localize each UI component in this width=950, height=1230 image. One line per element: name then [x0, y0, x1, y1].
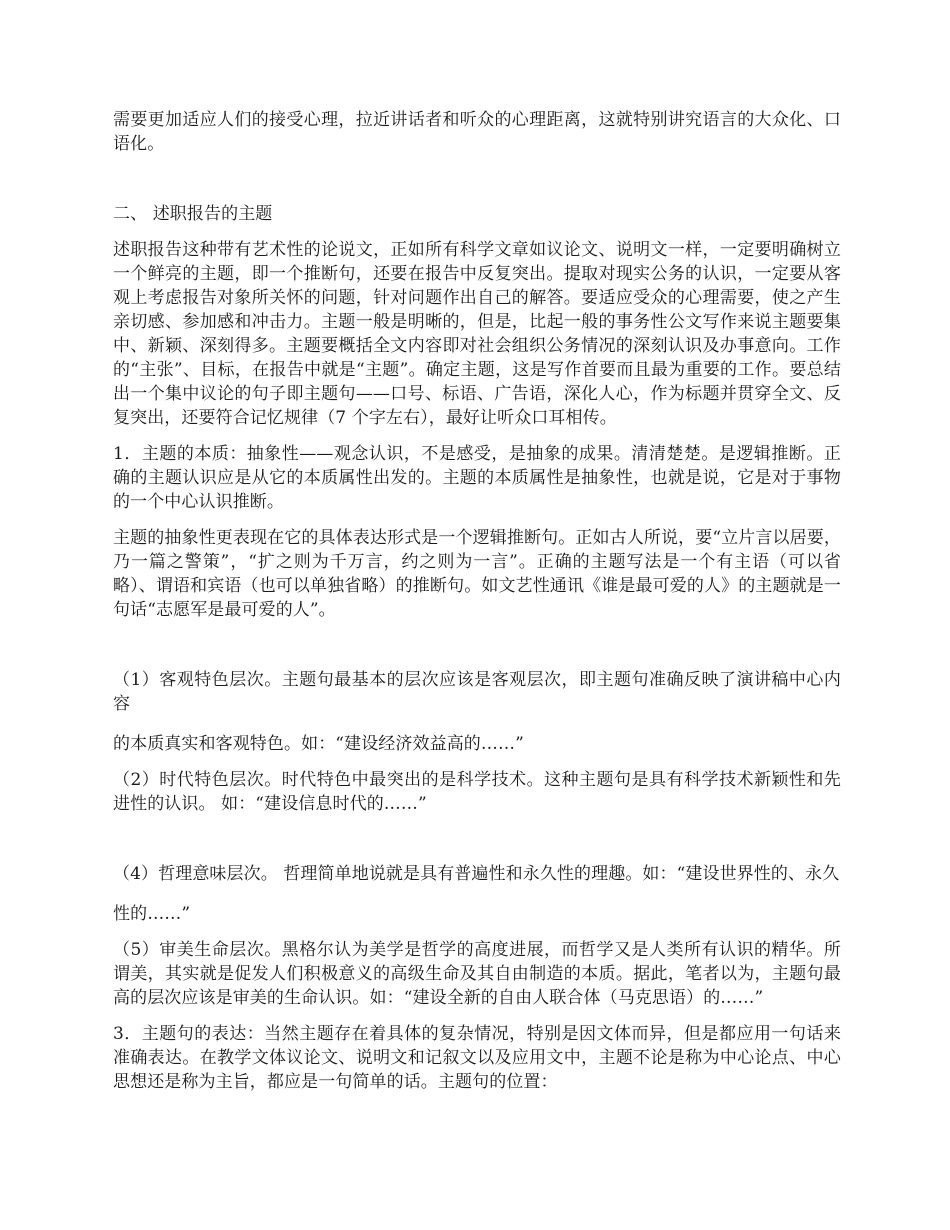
paragraph-level-philosophy: （4）哲理意味层次。 哲理简单地说就是具有普遍性和永久性的理趣。如：“建设世界性的、永久	[113, 864, 840, 884]
section-heading: 二、 述职报告的主题	[113, 204, 273, 224]
paragraph-level-objective-cont: 的本质真实和客观特色。如：“建设经济效益高的……”	[113, 734, 524, 754]
document-body	[113, 108, 841, 1106]
paragraph-level-era: （2）时代特色层次。时代特色中最突出的是科学技术。这种主题句是具有科学技术新颖性和先进性的认识。 如：“建设信息时代的……”	[113, 770, 841, 814]
paragraph-theme-expression: 3．主题句的表达：当然主题存在着具体的复杂情况，特别是因文体而异，但是都应用一句话来准确表达。在教学文体议论文、说明文和记叙文以及应用文中，主题不论是称为中心论点、中心思想还是称为主旨，都应是一句简单的话。主题句的位置：	[113, 1024, 841, 1092]
paragraph-intro-tail: 需要更加适应人们的接受心理，拉近讲话者和听众的心理距离，这就特别讲究语言的大众化、口语化。	[113, 110, 841, 154]
paragraph-level-philosophy-cont: 性的……”	[113, 904, 191, 924]
paragraph-theme-essence: 1．主题的本质：抽象性——观念认识，不是感受，是抽象的成果。清清楚楚。是逻辑推断。正确的主题认识应是从它的本质属性出发的。主题的本质属性是抽象性，也就是说，它是对于事物的一个中心认识推断。	[113, 444, 841, 512]
paragraph-level-aesthetic: （5）审美生命层次。黑格尔认为美学是哲学的高度进展，而哲学又是人类所有认识的精华。所谓美，其实就是促发人们积极意义的高级生命及其自由制造的本质。据此，笔者以为，主题句最高的层次应该是审美的生命认识。如：“建设全新的自由人联合体（马克思语）的……”	[113, 940, 841, 1008]
paragraph-theme-overview: 述职报告这种带有艺术性的论说文，正如所有科学文章如议论文、说明文一样，一定要明确树立一个鲜亮的主题，即一个推断句，还要在报告中反复突出。提取对现实公务的认识，一定要从客观上考虑报告对象所关怀的问题，针对问题作出自己的解答。要适应受众的心理需要，使之产生亲切感、参加感和冲击力。主题一般是明晰的，但是，比起一般的事务性公文写作来说主题要集中、新颖、深刻得多。主题要概括全文内容即对社会组织公务情况的深刻认识及办事意向。工作的“主张”、目标，在报告中就是“主题”。确定主题，这是写作首要而且最为重要的工作。要总结出一个集中议论的句子即主题句——口号、标语、广告语，深化人心，作为标题并贯穿全文、反复突出，还要符合记忆规律（7 个字左右），最好让听众口耳相传。	[113, 240, 841, 428]
paragraph-level-objective: （1）客观特色层次。主题句最基本的层次应该是客观层次，即主题句准确反映了演讲稿中心内容	[113, 670, 841, 714]
paragraph-theme-abstract: 主题的抽象性更表现在它的具体表达形式是一个逻辑推断句。正如古人所说，要“立片言以居要，乃一篇之警策”，“扩之则为千万言，约之则为一言”。正确的主题写法是一个有主语（可以省略）、谓语和宾语（也可以单独省略）的推断句。如文艺性通讯《谁是最可爱的人》的主题就是一句话“志愿军是最可爱的人”。	[113, 528, 841, 620]
